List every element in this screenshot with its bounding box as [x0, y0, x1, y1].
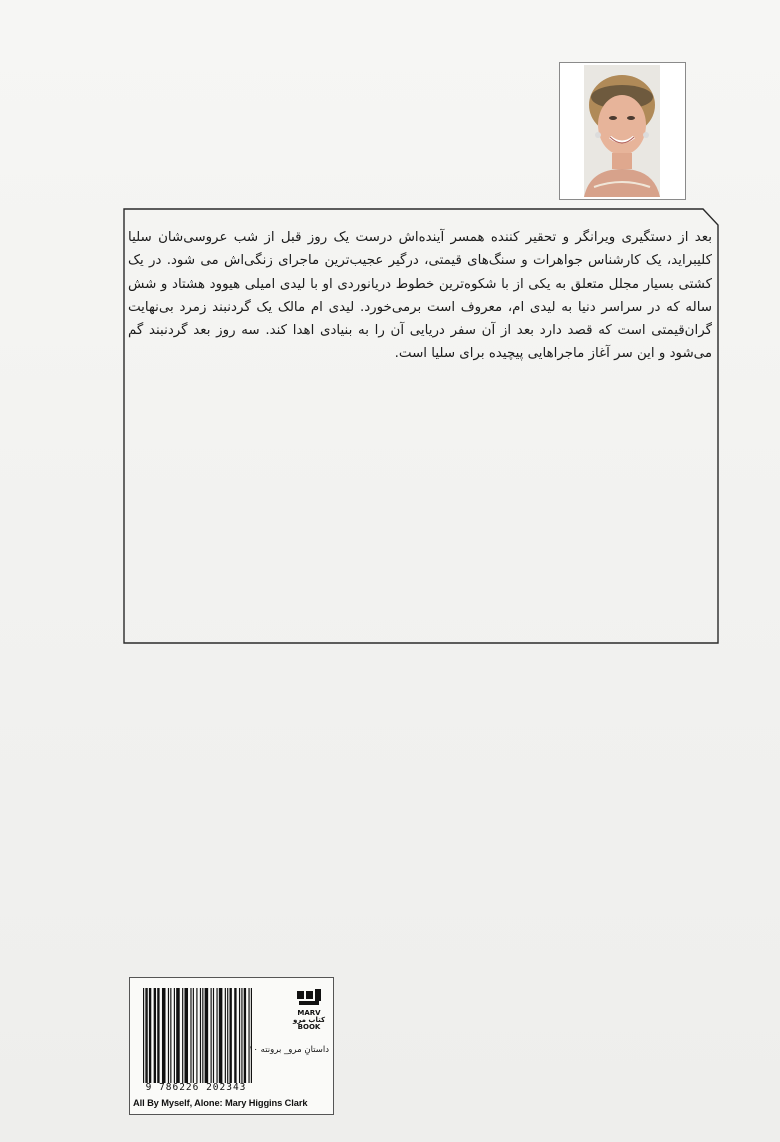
- author-portrait-image: [584, 65, 660, 197]
- barcode-bar: [205, 988, 209, 1083]
- author-photo: [559, 62, 686, 200]
- barcode-bar: [244, 988, 246, 1083]
- barcode-bar: [251, 988, 252, 1083]
- barcode-bar: [234, 988, 236, 1083]
- barcode-bar: [213, 988, 214, 1083]
- publisher-name: [286, 1010, 332, 1031]
- barcode-bar: [239, 988, 240, 1083]
- publisher-logo-icon: [296, 988, 322, 1010]
- barcode-bar: [241, 988, 242, 1083]
- barcode-bar: [202, 988, 203, 1083]
- barcode-bar: [190, 988, 191, 1083]
- barcode-bar: [193, 988, 194, 1083]
- barcode-bar: [170, 988, 171, 1083]
- publisher-name-en-2: BOOK: [297, 1023, 321, 1031]
- barcode-bar: [168, 988, 169, 1083]
- publisher-name-en-1: MARV: [297, 1009, 321, 1017]
- barcode-bar: [147, 988, 148, 1083]
- synopsis-text: بعد از دستگیری ویرانگر و تحقیر کننده همسر آینده‌اش درست یک روز قبل از شب عروسی‌شان سلیا کلیبراید، یک کارشناس جواهرات و سنگ‌های قیمتی، درگیر عجیب‌ترین ماجرای زنگی‌اش می شود. در یک کشتی بسیار مجلل متعلق به یکی از با شکوه‌ترین خطوط دریانوردی او با لیدی امیلی هیوود هشتاد و شش ساله که در سراسر دنیا به لیدی ام، معروف است برمی‌خورد. لیدی ام مالک یک گردنبند زمرد بی‌نهایت گران‌قیمتی است که قصد دارد بعد از آن سفر دریایی آن را به بنیادی اهدا کند. سه روز بعد گردنبند گم می‌شود و این سر آغاز ماجراهایی پیچیده برای سلیا است.: [128, 230, 712, 362]
- isbn-digits: 9 786226 202343: [145, 1082, 247, 1093]
- barcode-bar: [182, 988, 183, 1083]
- barcode-bar: [196, 988, 197, 1083]
- barcode-bar: [200, 988, 201, 1083]
- barcode-icon: [141, 988, 254, 1083]
- barcode-bar: [174, 988, 175, 1083]
- publisher-name-fa: کتاب مرو: [292, 1016, 326, 1024]
- barcode-bar: [229, 988, 231, 1083]
- barcode-bar: [162, 988, 166, 1083]
- barcode-bar: [154, 988, 156, 1083]
- barcode-bar: [248, 988, 249, 1083]
- barcode-bar: [176, 988, 180, 1083]
- barcode-bar: [145, 988, 146, 1083]
- barcode-bar: [227, 988, 228, 1083]
- series-title: داستانِ مرو_ برونته ۱۰: [248, 1045, 329, 1055]
- barcode-bar: [211, 988, 212, 1083]
- barcode-label: [129, 977, 334, 1115]
- barcode-bar: [157, 988, 159, 1083]
- barcode-bar: [216, 988, 217, 1083]
- barcode-bar: [225, 988, 226, 1083]
- barcode-bar: [149, 988, 151, 1083]
- original-title-credit: All By Myself, Alone: Mary Higgins Clark: [133, 1098, 308, 1108]
- barcode-bar: [184, 988, 188, 1083]
- barcode-bar: [143, 988, 144, 1083]
- barcode-bar: [219, 988, 223, 1083]
